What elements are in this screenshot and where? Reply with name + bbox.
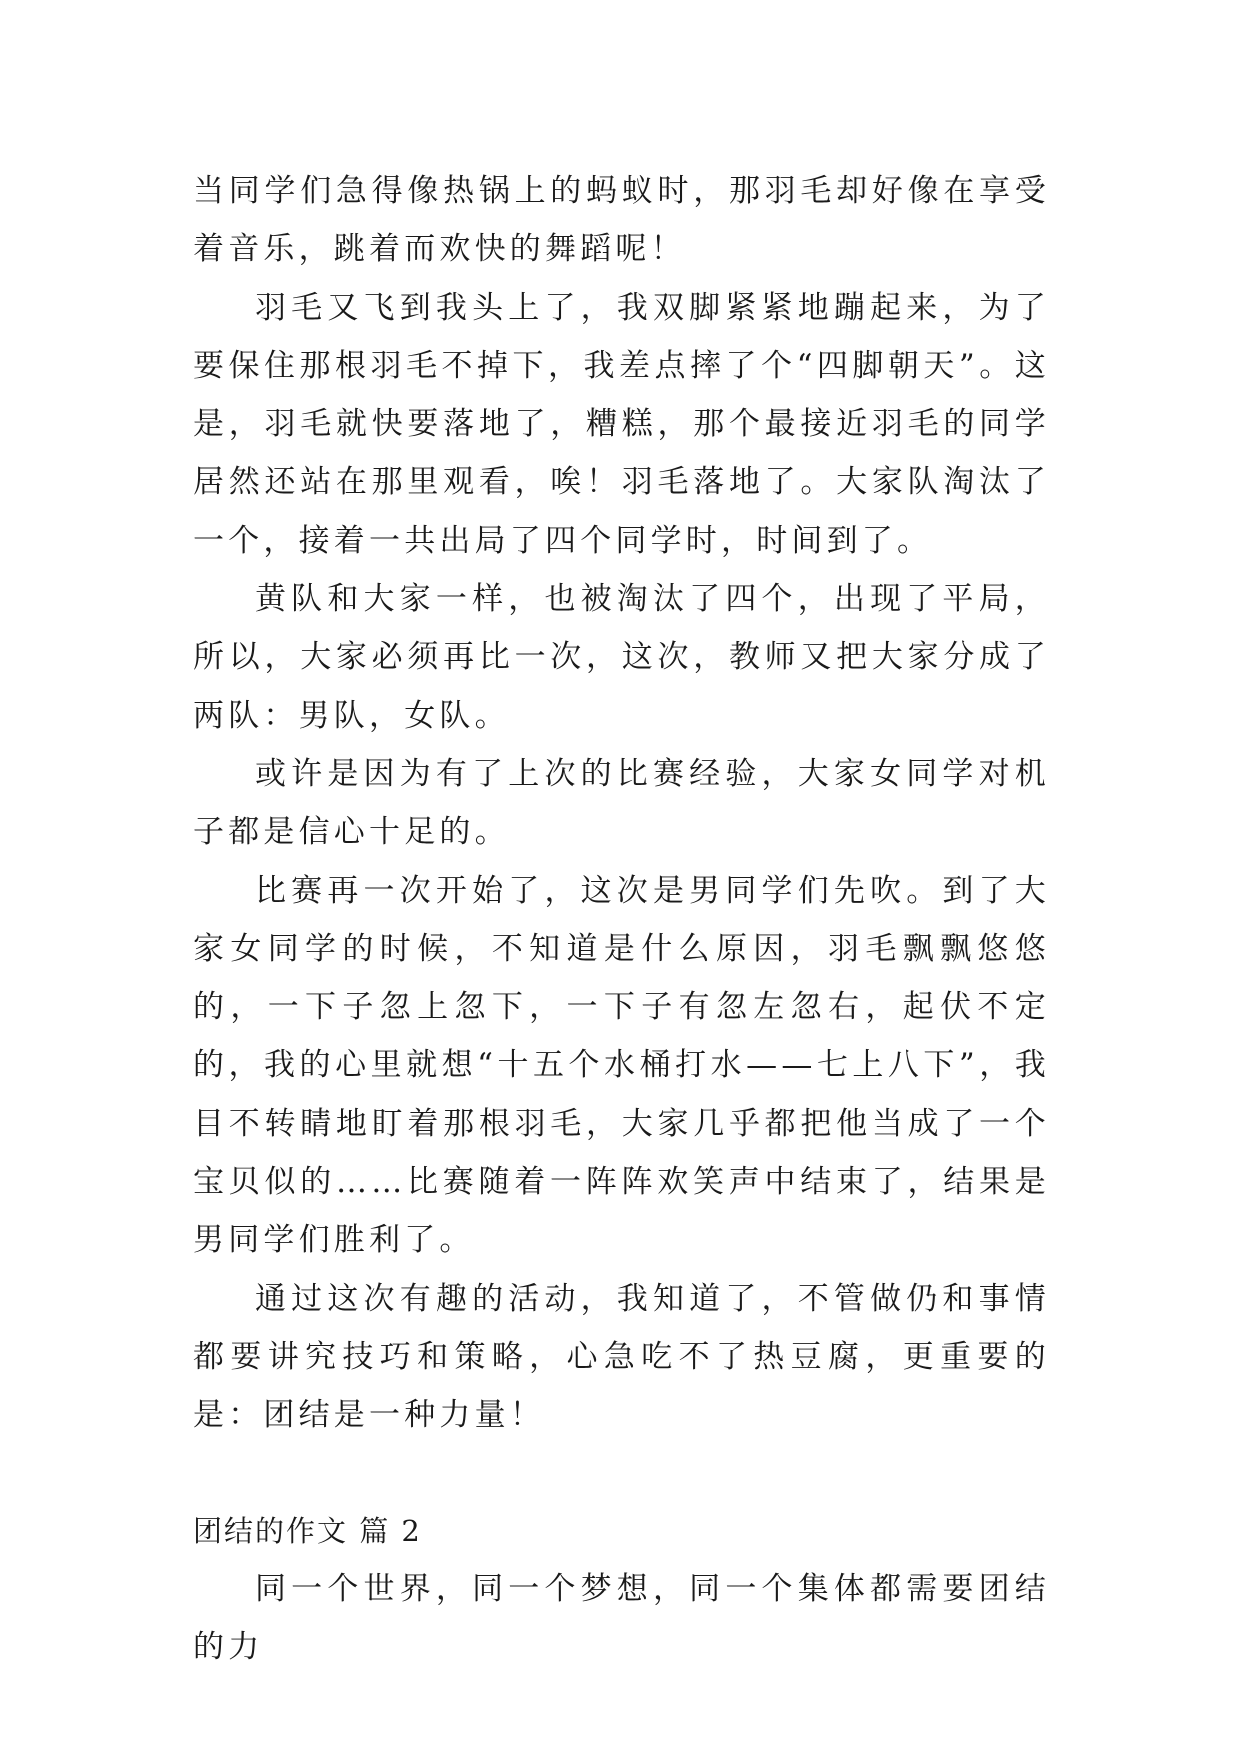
- paragraph-2: 羽毛又飞到我头上了，我双脚紧紧地蹦起来，为了要保住那根羽毛不掉下，我差点摔了个“四脚朝天”。这是，羽毛就快要落地了，糟糕，那个最接近羽毛的同学居然还站在那里观看，唉！羽毛落地了。大家队淘汰了一个，接着一共出局了四个同学时，时间到了。: [193, 289, 1050, 559]
- section-paragraph: 同一个世界，同一个梦想，同一个集体都需要团结的力: [193, 1570, 1050, 1665]
- paragraph-1: 当同学们急得像热锅上的蚂蚁时，那羽毛却好像在享受着音乐，跳着而欢快的舞蹈呢！: [193, 173, 1050, 268]
- document-body: [193, 162, 1050, 1676]
- paragraph-4: 或许是因为有了上次的比赛经验，大家女同学对机子都是信心十足的。: [193, 755, 1050, 851]
- paragraph-5: 比赛再一次开始了，这次是男同学们先吹。到了大家女同学的时候，不知道是什么原因，羽毛飘飘悠悠的，一下子忽上忽下，一下子有忽左忽右，起伏不定的，我的心里就想“十五个水桶打水——七上八下”，我目不转睛地盯着那根羽毛，大家几乎都把他当成了一个宝贝似的……比赛随着一阵阵欢笑声中结束了，结果是男同学们胜利了。: [193, 872, 1050, 1259]
- paragraph-3: 黄队和大家一样，也被淘汰了四个，出现了平局，所以，大家必须再比一次，这次，教师又把大家分成了两队：男队，女队。: [193, 581, 1050, 734]
- paragraph-6: 通过这次有趣的活动，我知道了，不管做仍和事情都要讲究技巧和策略，心急吃不了热豆腐，更重要的是：团结是一种力量！: [193, 1280, 1050, 1434]
- section-heading: 团结的作文 篇 2: [193, 1513, 422, 1548]
